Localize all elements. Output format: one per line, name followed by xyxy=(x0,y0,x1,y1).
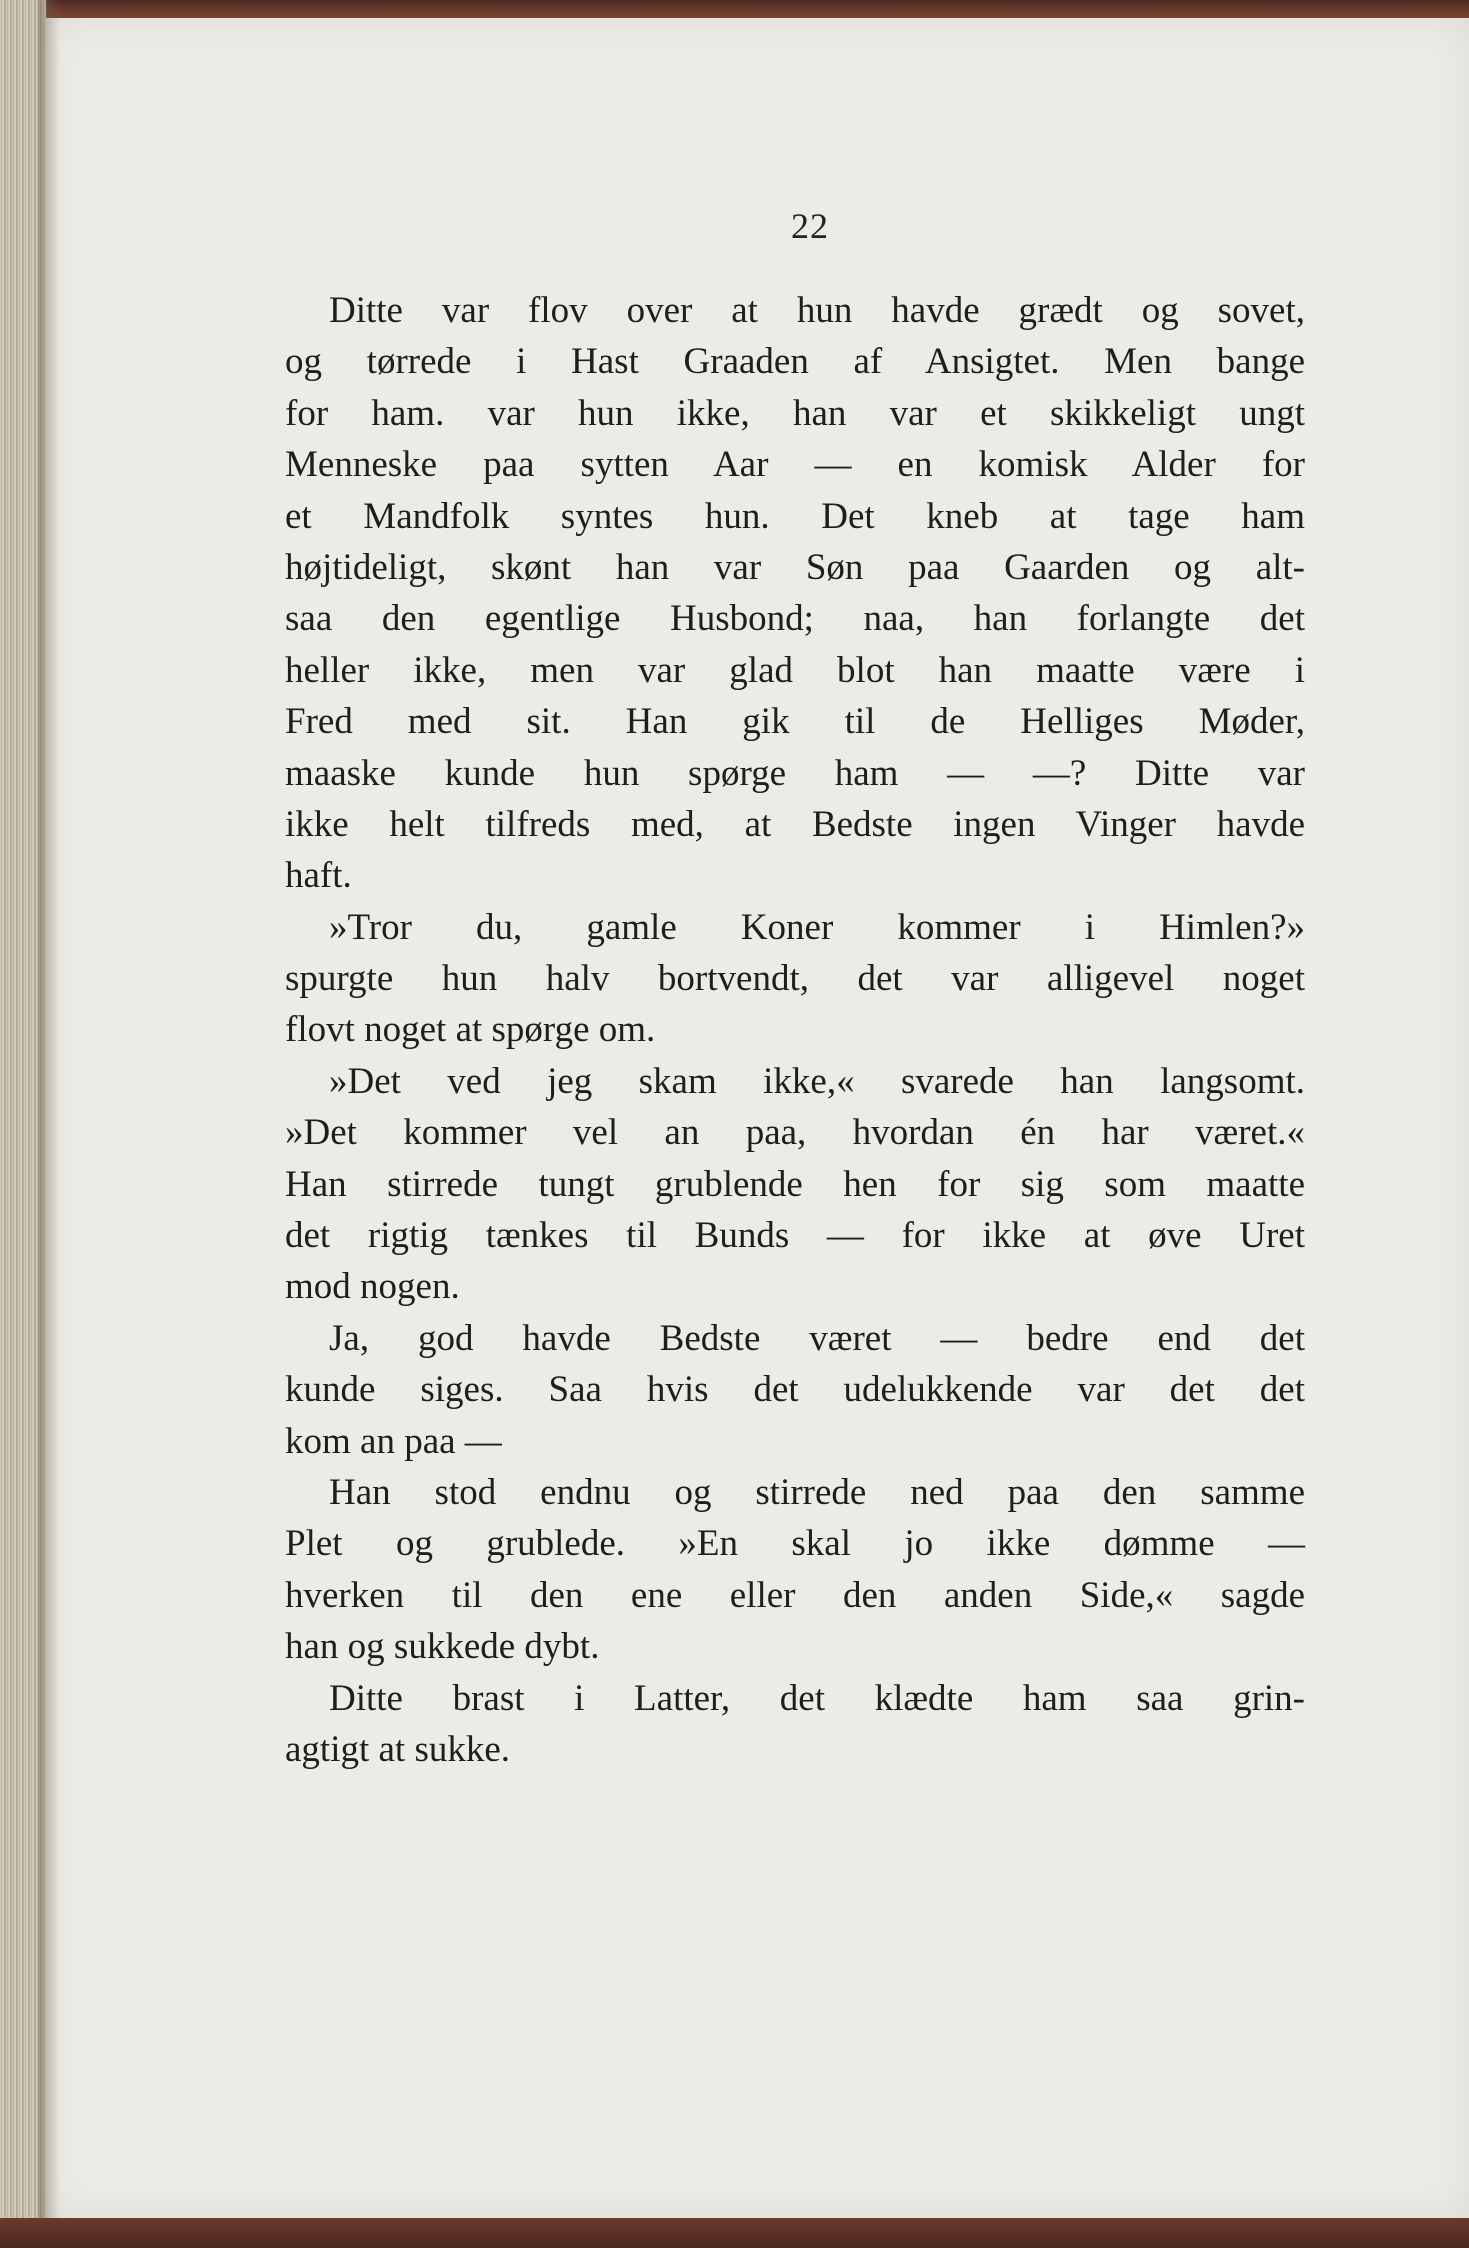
text-line: ikke helt tilfreds med, at Bedste ingen Vinger havde xyxy=(285,803,1305,845)
book-cover-edge xyxy=(0,2218,1469,2248)
text-line: kom an paa — xyxy=(285,1420,502,1462)
text-line: højtideligt, skønt han var Søn paa Gaarden og alt- xyxy=(285,546,1305,588)
text-line: »Det ved jeg skam ikke,« svarede han langsomt. xyxy=(329,1060,1305,1102)
text-line: det rigtig tænkes til Bunds — for ikke at øve Uret xyxy=(285,1215,1305,1257)
text-line: heller ikke, men var glad blot han maatte være i xyxy=(285,649,1305,691)
text-line: Plet og grublede. »En skal jo ikke dømme — xyxy=(285,1523,1305,1565)
text-line: agtigt at sukke. xyxy=(285,1728,511,1770)
text-line: Ditte brast i Latter, det klædte ham saa grin- xyxy=(329,1677,1305,1719)
page-number: 22 xyxy=(791,206,829,246)
text-line: »Det kommer vel an paa, hvordan én har været.« xyxy=(285,1112,1305,1154)
text-line: et Mandfolk syntes hun. Det kneb at tage ham xyxy=(285,495,1305,537)
text-line: maaske kunde hun spørge ham — —? Ditte var xyxy=(285,752,1305,794)
text-line: »Tror du, gamle Koner kommer i Himlen?» xyxy=(329,906,1305,948)
body-text xyxy=(285,285,1305,1775)
text-line: saa den egentlige Husbond; naa, han forlangte det xyxy=(285,598,1305,640)
text-line: hverken til den ene eller den anden Side,« sagde xyxy=(285,1574,1305,1616)
text-line: Ditte var flov over at hun havde grædt og sovet, xyxy=(329,290,1305,331)
text-line: Fred med sit. Han gik til de Helliges Møder, xyxy=(285,701,1305,743)
text-line: og tørrede i Hast Graaden af Ansigtet. Men bange xyxy=(285,341,1305,383)
text-line: flovt noget at spørge om. xyxy=(285,1009,656,1051)
text-line: kunde siges. Saa hvis det udelukkende var det det xyxy=(285,1369,1305,1411)
text-line: Han stod endnu og stirrede ned paa den samme xyxy=(329,1471,1305,1513)
text-line: spurgte hun halv bortvendt, det var alligevel noget xyxy=(285,958,1305,1000)
spine-shadow xyxy=(38,0,60,2248)
text-line: for ham. var hun ikke, han var et skikkeligt ungt xyxy=(285,392,1305,434)
text-line: han og sukkede dybt. xyxy=(285,1626,600,1668)
text-line: haft. xyxy=(285,855,352,897)
text-line: mod nogen. xyxy=(285,1266,460,1308)
text-line: Ja, god havde Bedste været — bedre end det xyxy=(329,1317,1305,1359)
text-line: Menneske paa sytten Aar — en komisk Alder for xyxy=(285,444,1305,486)
text-line: Han stirrede tungt grublende hen for sig som maatte xyxy=(285,1163,1305,1205)
